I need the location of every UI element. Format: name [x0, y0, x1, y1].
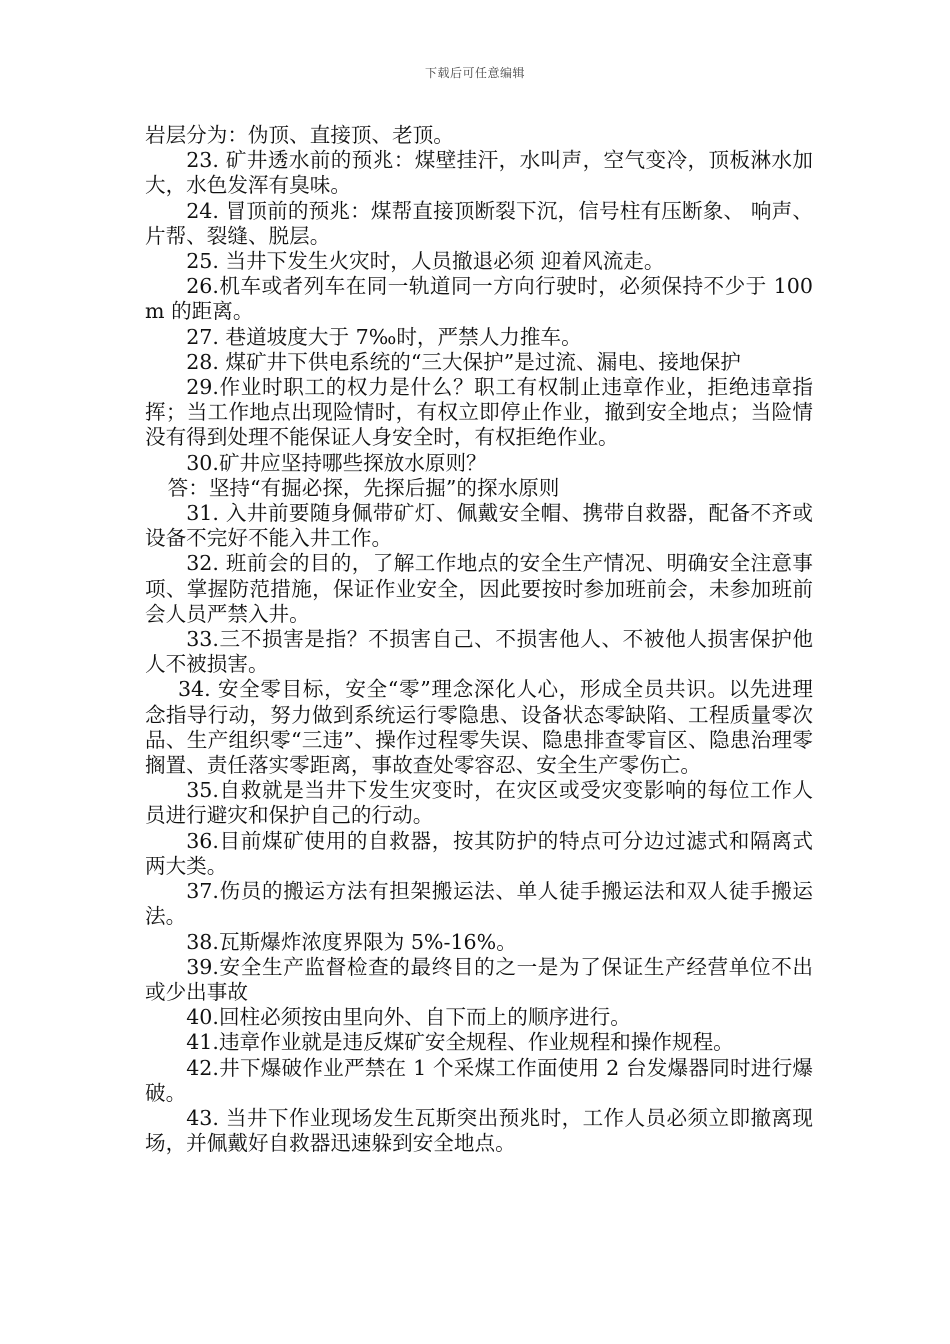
- paragraph-25: 25. 当井下发生火灾时，人员撤退必须 迎着风流走。: [186, 249, 665, 274]
- document-body: [145, 123, 813, 1156]
- paragraph-42: 42.井下爆破作业严禁在 1 个采煤工作面使用 2 台发爆器同时进行爆破。: [145, 1055, 813, 1105]
- paragraph-28: 28. 煤矿井下供电系统的“三大保护”是过流、漏电、接地保护: [186, 349, 741, 374]
- paragraph-24: 24. 冒顶前的预兆：煤帮直接顶断裂下沉，信号柱有压断象、 响声、片帮、裂缝、脱层。: [145, 198, 813, 248]
- paragraph-34: 34. 安全零目标，安全“零”理念深化人心，形成全员共识。以先进理念指导行动，努力做到系统运行零隐患、设备状态零缺陷、工程质量零次品、生产组织零“三违”、操作过程零失误、隐患排查零盲区、隐患治理零搁置、责任落实零距离，事故查处零容忍、安全生产零伤亡。: [145, 677, 813, 778]
- paragraph-39: 39.安全生产监督检查的最终目的之一是为了保证生产经营单位不出或少出事故: [145, 954, 813, 1004]
- paragraph-23: 23. 矿井透水前的预兆：煤壁挂汗，水叫声，空气变冷，顶板淋水加大，水色发浑有臭味。: [145, 148, 813, 198]
- paragraph-38: 38.瓦斯爆炸浓度界限为 5%-16%。: [186, 929, 517, 954]
- paragraph-30-answer: 答：坚持“有掘必探，先探后掘”的探水原则: [167, 475, 560, 500]
- paragraph-31: 31. 入井前要随身佩带矿灯、佩戴安全帽、携带自救器，配备不齐或设备不完好不能入井工作。: [145, 501, 813, 551]
- paragraph-27: 27. 巷道坡度大于 7‰时，严禁人力推车。: [186, 324, 582, 349]
- paragraph-30-question: 30.矿井应坚持哪些探放水原则？: [186, 450, 487, 475]
- paragraph-40: 40.回柱必须按由里向外、自下而上的顺序进行。: [186, 1005, 631, 1030]
- paragraph-33: 33.三不损害是指？不损害自己、不损害他人、不被他人损害保护他人不被损害。: [145, 627, 813, 677]
- paragraph-22-tail: 岩层分为：伪顶、直接顶、老顶。: [145, 123, 454, 147]
- paragraph-29: 29.作业时职工的权力是什么？职工有权制止违章作业，拒绝违章指挥；当工作地点出现险情时，有权立即停止作业，撤到安全地点；当险情没有得到处理不能保证人身安全时，有权拒绝作业。: [145, 375, 813, 450]
- paragraph-43: 43. 当井下作业现场发生瓦斯突出预兆时，工作人员必须立即撤离现场，并佩戴好自救器迅速躲到安全地点。: [145, 1105, 813, 1156]
- paragraph-32: 32. 班前会的目的，了解工作地点的安全生产情况、明确安全注意事项、掌握防范措施，保证作业安全，因此要按时参加班前会，未参加班前会人员严禁入井。: [145, 551, 813, 626]
- paragraph-35: 35.自救就是当井下发生灾变时，在灾区或受灾变影响的每位工作人员进行避灾和保护自己的行动。: [145, 778, 813, 828]
- page-header: 下载后可任意编辑: [424, 66, 525, 80]
- paragraph-36: 36.目前煤矿使用的自救器，按其防护的特点可分边过滤式和隔离式两大类。: [145, 828, 813, 878]
- paragraph-37: 37.伤员的搬运方法有担架搬运法、单人徒手搬运法和双人徒手搬运法。: [145, 879, 813, 929]
- paragraph-26: 26.机车或者列车在同一轨道同一方向行驶时，必须保持不少于 100m 的距离。: [145, 274, 813, 324]
- paragraph-41: 41.违章作业就是违反煤矿安全规程、作业规程和操作规程。: [186, 1030, 734, 1055]
